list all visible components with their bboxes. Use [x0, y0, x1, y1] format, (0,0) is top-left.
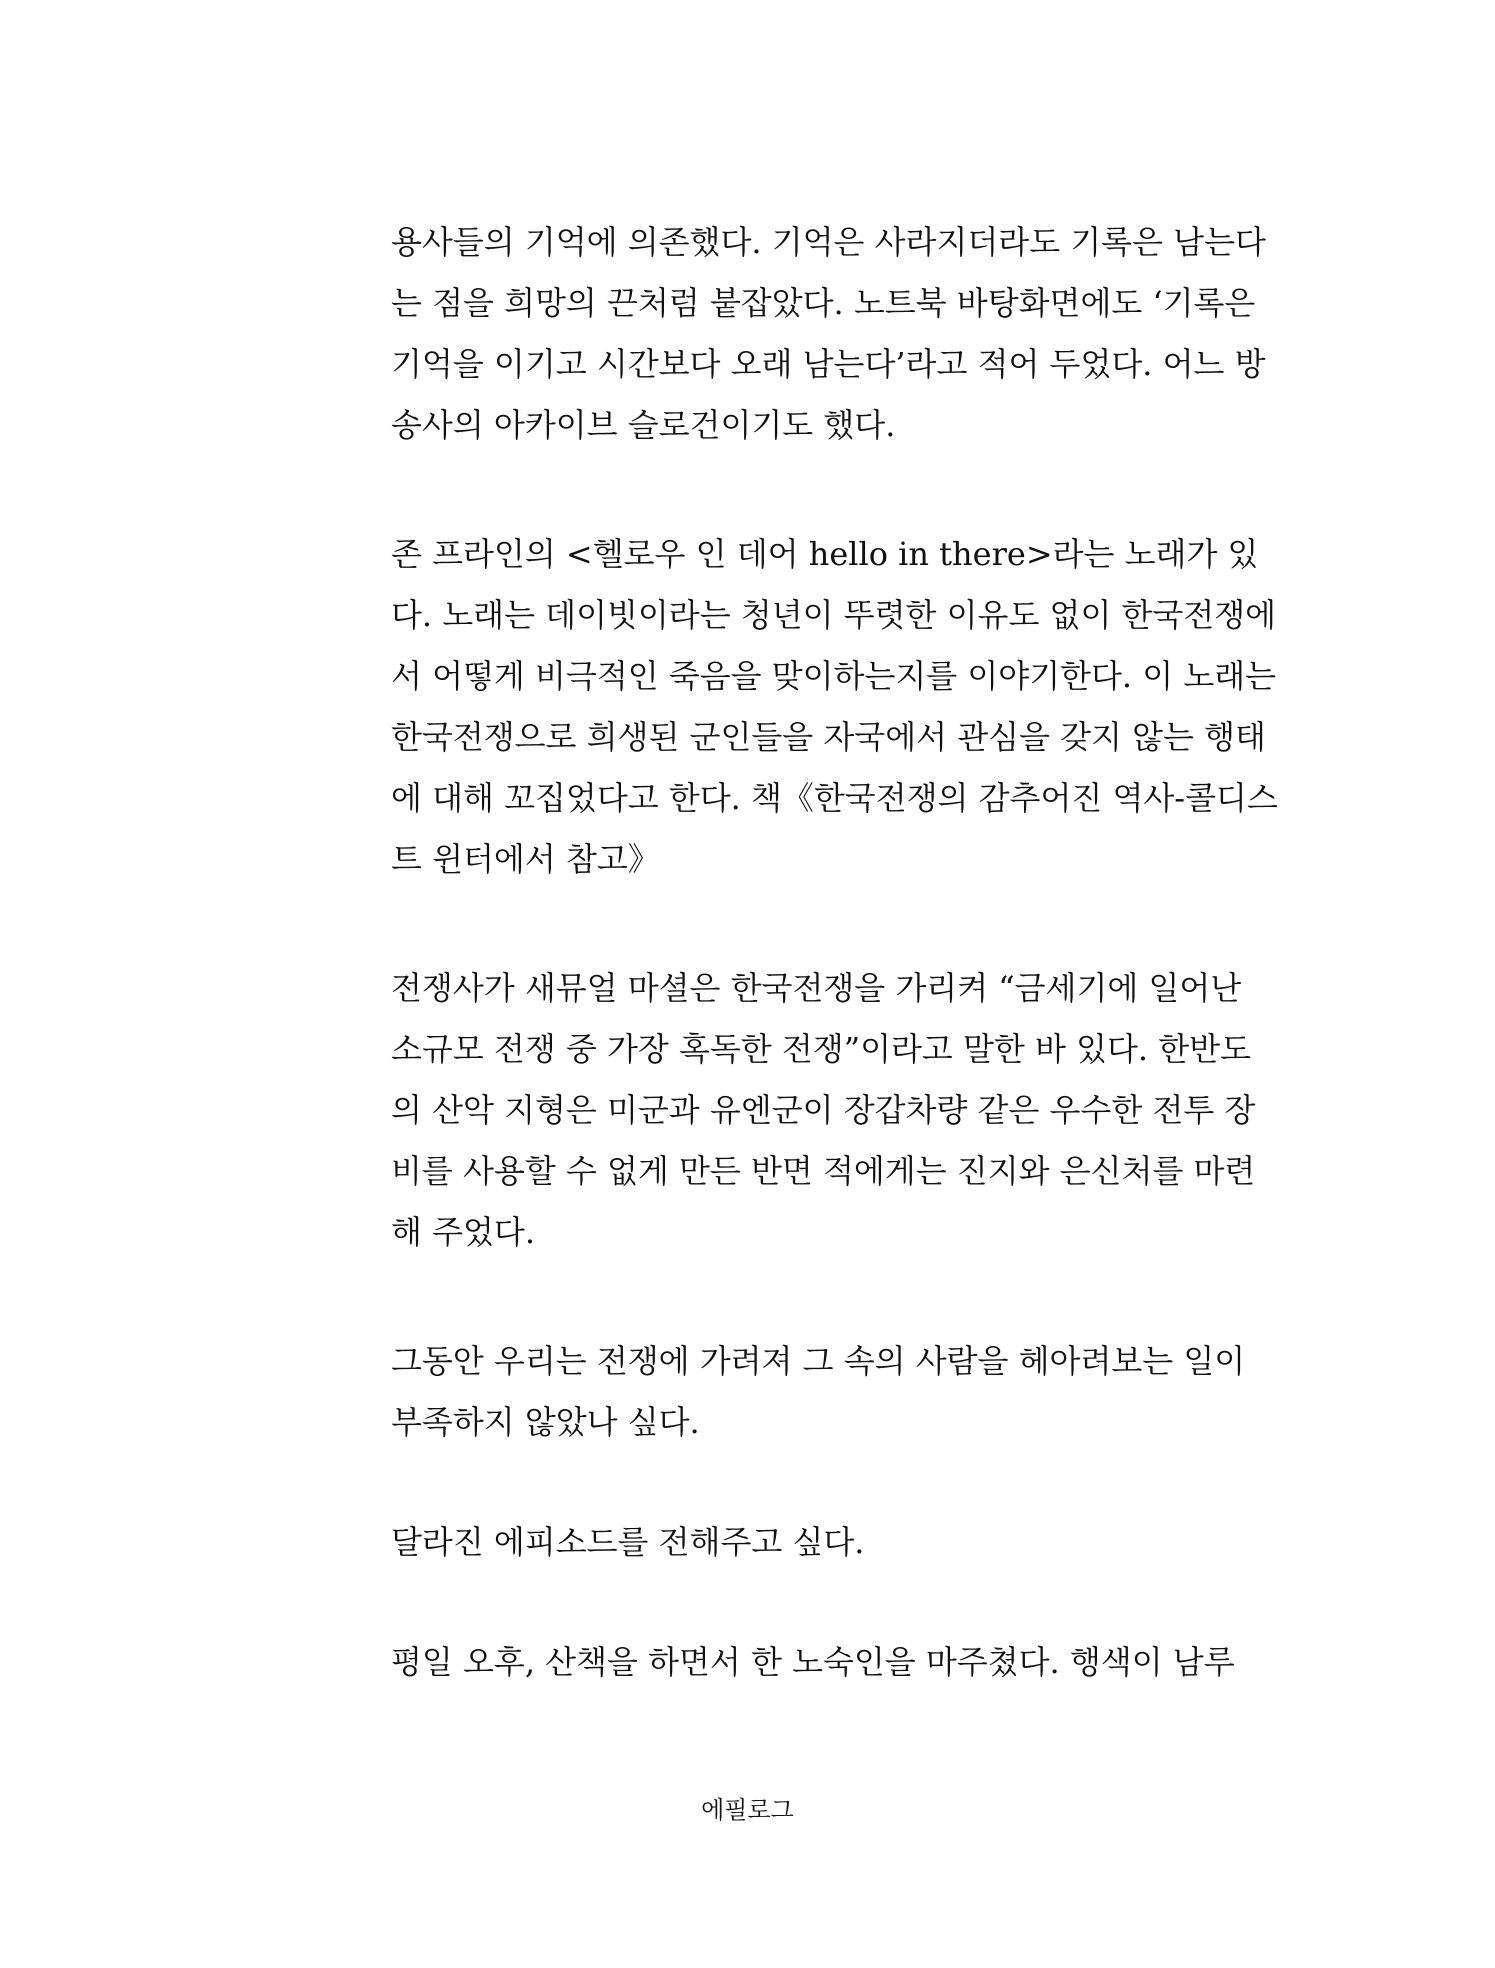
text-line: 다. 노래는 데이빗이라는 청년이 뚜렷한 이유도 없이 한국전쟁에 — [391, 596, 1277, 634]
text-line: 한국전쟁으로 희생된 군인들을 자국에서 관심을 갖지 않는 행태 — [391, 718, 1266, 756]
text-line: 비를 사용할 수 없게 만든 반면 적에게는 진지와 은신처를 마련 — [391, 1152, 1256, 1190]
text-line: 부족하지 않았나 싶다. — [391, 1403, 700, 1441]
text-line: 존 프라인의 <헬로우 인 데어 hello in there>라는 노래가 있 — [391, 535, 1259, 573]
running-footer: 에필로그 — [701, 1796, 794, 1824]
text-line: 의 산악 지형은 미군과 유엔군이 장갑차량 같은 우수한 전투 장 — [391, 1091, 1256, 1129]
text-line: 소규모 전쟁 중 가장 혹독한 전쟁”이라고 말한 바 있다. 한반도 — [391, 1030, 1251, 1068]
text-line: 는 점을 희망의 끈처럼 붙잡았다. 노트북 바탕화면에도 ‘기록은 — [391, 284, 1256, 322]
text-line: 기억을 이기고 시간보다 오래 남는다’라고 적어 두었다. 어느 방 — [391, 345, 1266, 383]
text-line: 에 대해 꼬집었다고 한다. 책《한국전쟁의 감추어진 역사-콜디스 — [391, 779, 1278, 817]
text-line: 해 주었다. — [391, 1213, 535, 1251]
text-line: 달라진 에피소드를 전해주고 싶다. — [391, 1523, 865, 1561]
text-line: 전쟁사가 새뮤얼 마셜은 한국전쟁을 가리켜 “금세기에 일어난 — [391, 969, 1242, 1007]
text-line: 용사들의 기억에 의존했다. 기억은 사라지더라도 기록은 남는다 — [391, 223, 1266, 261]
text-line: 평일 오후, 산책을 하면서 한 노숙인을 마주쳤다. 행색이 남루 — [391, 1643, 1235, 1681]
text-line: 송사의 아카이브 슬로건이기도 했다. — [391, 406, 896, 444]
text-line: 그동안 우리는 전쟁에 가려져 그 속의 사람을 헤아려보는 일이 — [391, 1342, 1246, 1380]
text-line: 서 어떻게 비극적인 죽음을 맞이하는지를 이야기한다. 이 노래는 — [391, 657, 1277, 695]
text-line: 트 윈터에서 참고》 — [391, 840, 660, 878]
